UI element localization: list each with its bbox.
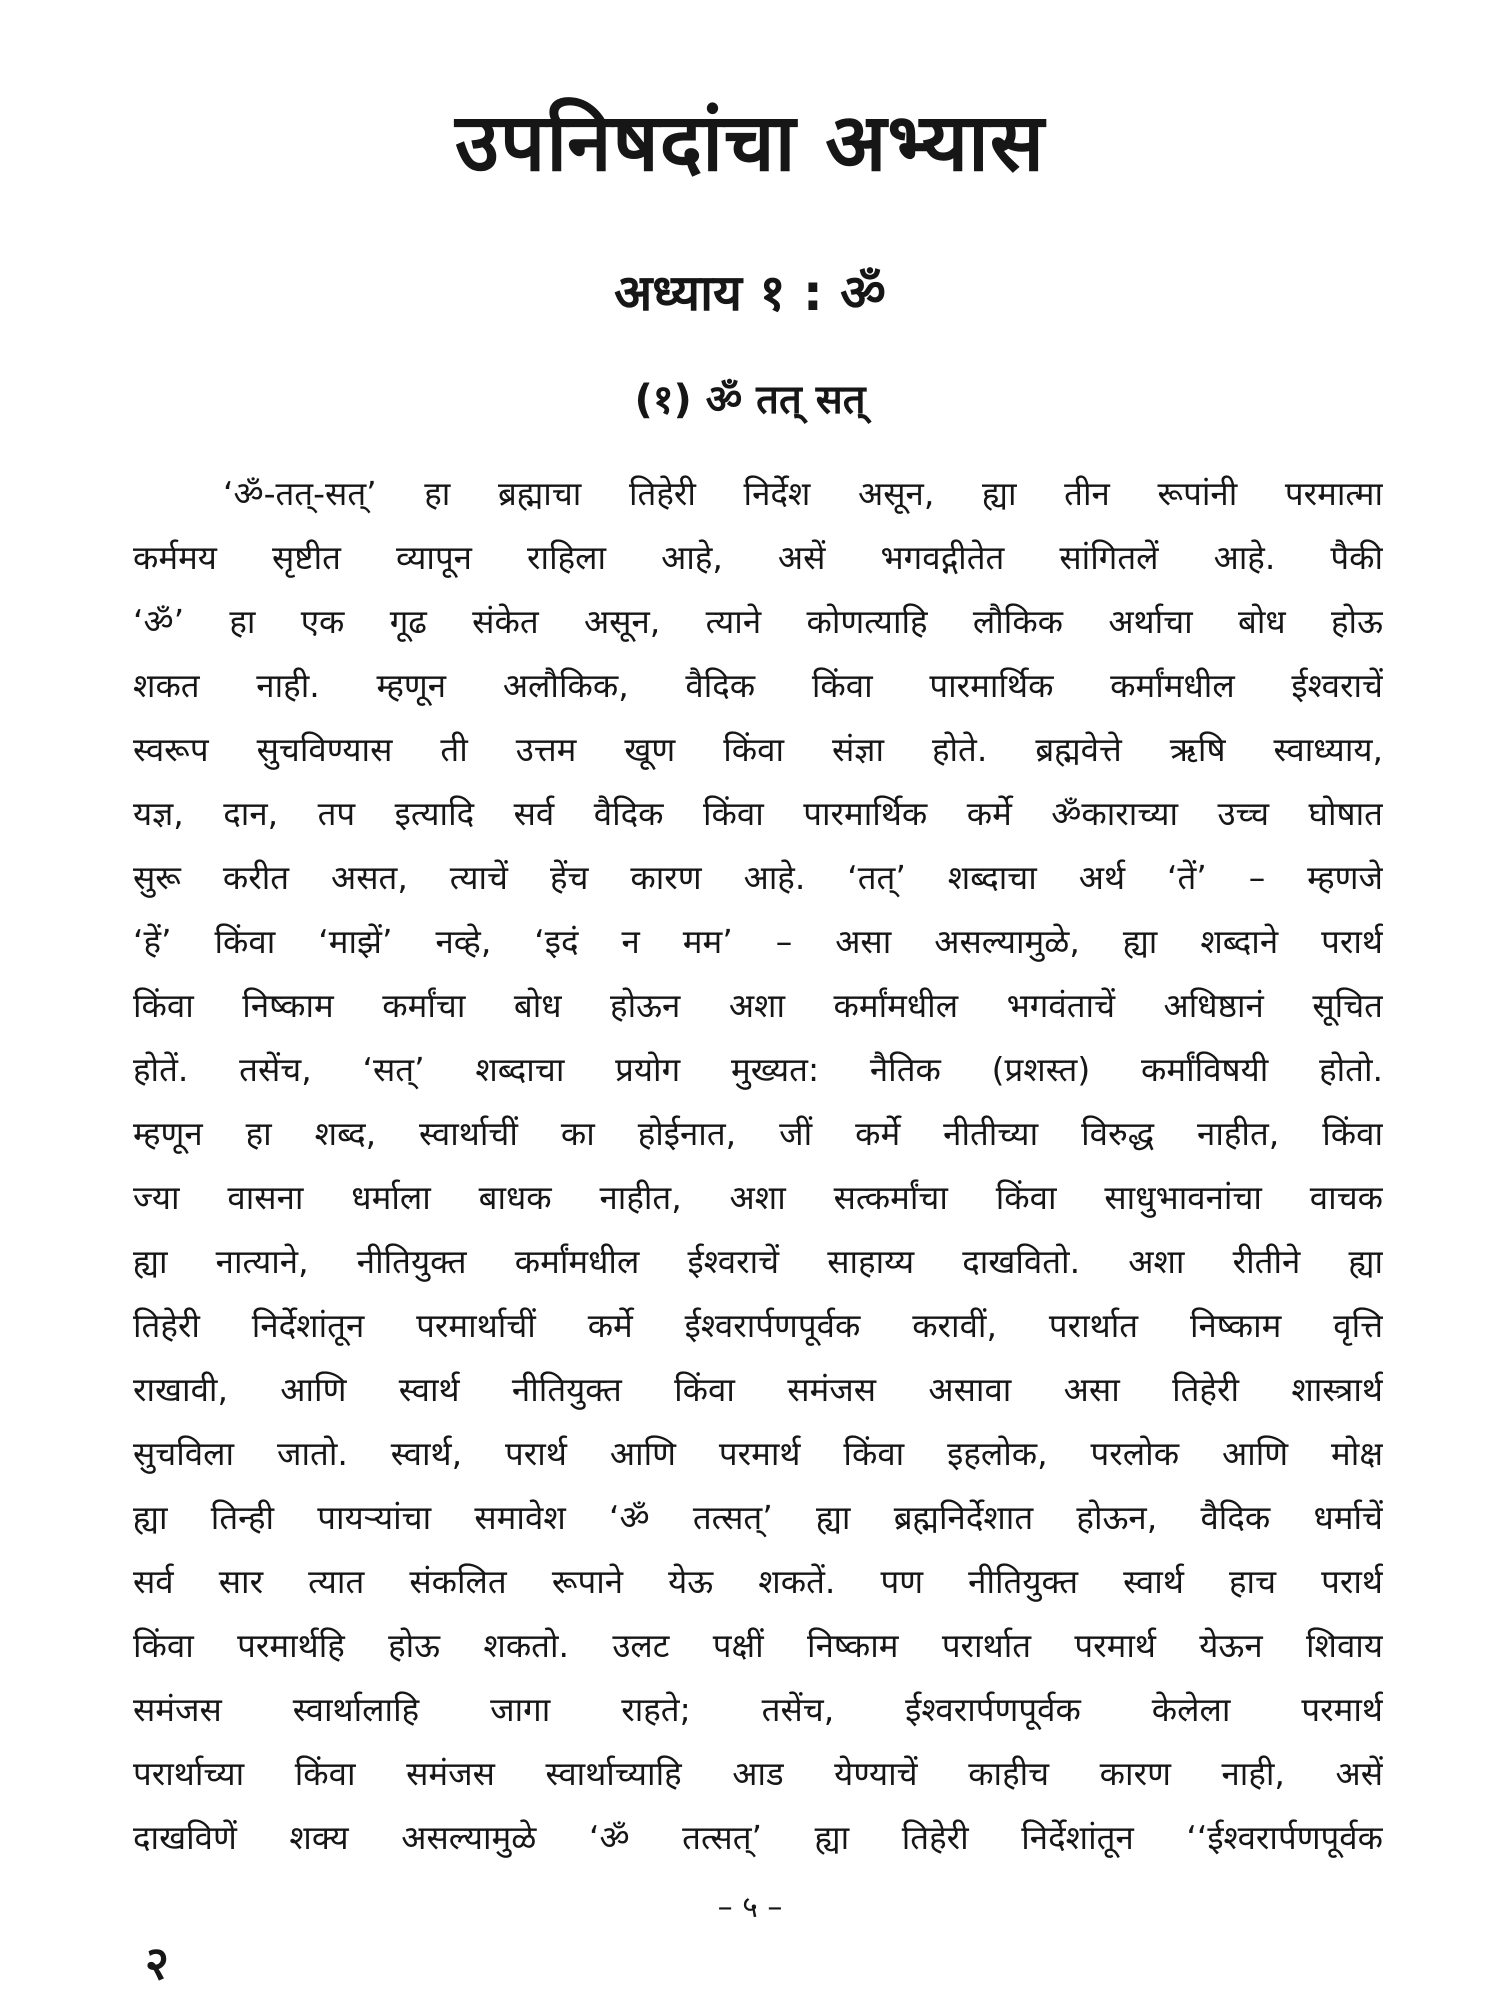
text-line: कर्ममय सृष्टीत व्यापून राहिला आहे, असें भगवद्गीतेत सांगितलें आहे. पैकी bbox=[133, 538, 1383, 577]
text-line: शकत नाही. म्हणून अलौकिक, वैदिक किंवा पारमार्थिक कर्मांमधील ईश्वराचें bbox=[133, 666, 1383, 705]
book-title: उपनिषदांचा अभ्यास bbox=[455, 96, 1045, 189]
text-line: ह्या तिन्ही पायऱ्यांचा समावेश ‘ॐ तत्सत्’ ह्या ब्रह्मनिर्देशात होऊन, वैदिक धर्माचें bbox=[133, 1498, 1383, 1537]
text-line: ज्या वासना धर्माला बाधक नाहीत, अशा सत्कर्मांचा किंवा साधुभावनांचा वाचक bbox=[133, 1178, 1383, 1217]
text-line: किंवा निष्काम कर्मांचा बोध होऊन अशा कर्मांमधील भगवंताचें अधिष्ठानं सूचित bbox=[133, 986, 1383, 1025]
text-line: ‘हें’ किंवा ‘माझें’ नव्हे, ‘इदं न मम’ – असा असल्यामुळे, ह्या शब्दाने परार्थ bbox=[133, 922, 1383, 961]
page-number: – ५ – bbox=[717, 1890, 783, 1925]
section-title: (१) ॐ तत् सत् bbox=[634, 377, 866, 423]
text-line: ‘ॐ-तत्-सत्’ हा ब्रह्माचा तिहेरी निर्देश असून, ह्या तीन रूपांनी परमात्मा bbox=[223, 474, 1383, 513]
text-line: सुचविला जातो. स्वार्थ, परार्थ आणि परमार्थ किंवा इहलोक, परलोक आणि मोक्ष bbox=[133, 1434, 1383, 1473]
text-line: राखावी, आणि स्वार्थ नीतियुक्त किंवा समंजस असावा असा तिहेरी शास्त्रार्थ bbox=[133, 1370, 1383, 1409]
text-line: सुरू करीत असत, त्याचें हेंच कारण आहे. ‘तत्’ शब्दाचा अर्थ ‘तें’ – म्हणजे bbox=[133, 858, 1383, 897]
text-line: तिहेरी निर्देशांतून परमार्थाचीं कर्मे ईश्वरार्पणपूर्वक करावीं, परार्थात निष्काम वृत्ति bbox=[133, 1306, 1383, 1345]
text-line: स्वरूप सुचविण्यास ती उत्तम खूण किंवा संज्ञा होते. ब्रह्मवेत्ते ऋषि स्वाध्याय, bbox=[133, 730, 1383, 769]
body-paragraph bbox=[133, 462, 1383, 1870]
text-line: ह्या नात्याने, नीतियुक्त कर्मांमधील ईश्वराचें साहाय्य दाखवितो. अशा रीतीने ह्या bbox=[133, 1242, 1383, 1281]
text-line: परार्थाच्या किंवा समंजस स्वार्थाच्याहि आड येण्याचें काहीच कारण नाही, असें bbox=[133, 1754, 1383, 1793]
text-line: यज्ञ, दान, तप इत्यादि सर्व वैदिक किंवा पारमार्थिक कर्मे ॐकाराच्या उच्च घोषात bbox=[133, 794, 1383, 833]
text-line: सर्व सार त्यात संकलित रूपाने येऊ शकतें. पण नीतियुक्त स्वार्थ हाच परार्थ bbox=[133, 1562, 1383, 1601]
text-line: म्हणून हा शब्द, स्वार्थाचीं का होईनात, जीं कर्मे नीतीच्या विरुद्ध नाहीत, किंवा bbox=[133, 1114, 1383, 1153]
text-line: किंवा परमार्थहि होऊ शकतो. उलट पक्षीं निष्काम परार्थात परमार्थ येऊन शिवाय bbox=[133, 1626, 1383, 1665]
text-line: ‘ॐ’ हा एक गूढ संकेत असून, त्याने कोणत्याहि लौकिक अर्थाचा बोध होऊ bbox=[133, 602, 1383, 641]
signature-mark: २ bbox=[145, 1936, 169, 1990]
text-line: होतें. तसेंच, ‘सत्’ शब्दाचा प्रयोग मुख्यत: नैतिक (प्रशस्त) कर्मांविषयी होतो. bbox=[133, 1050, 1383, 1089]
text-line: दाखविणें शक्य असल्यामुळे ‘ॐ तत्सत्’ ह्या तिहेरी निर्देशांतून ‘‘ईश्वरार्पणपूर्वक bbox=[133, 1818, 1383, 1857]
chapter-title: अध्याय १ : ॐ bbox=[614, 264, 886, 322]
text-line: समंजस स्वार्थालाहि जागा राहते; तसेंच, ईश्वरार्पणपूर्वक केलेला परमार्थ bbox=[133, 1690, 1383, 1729]
